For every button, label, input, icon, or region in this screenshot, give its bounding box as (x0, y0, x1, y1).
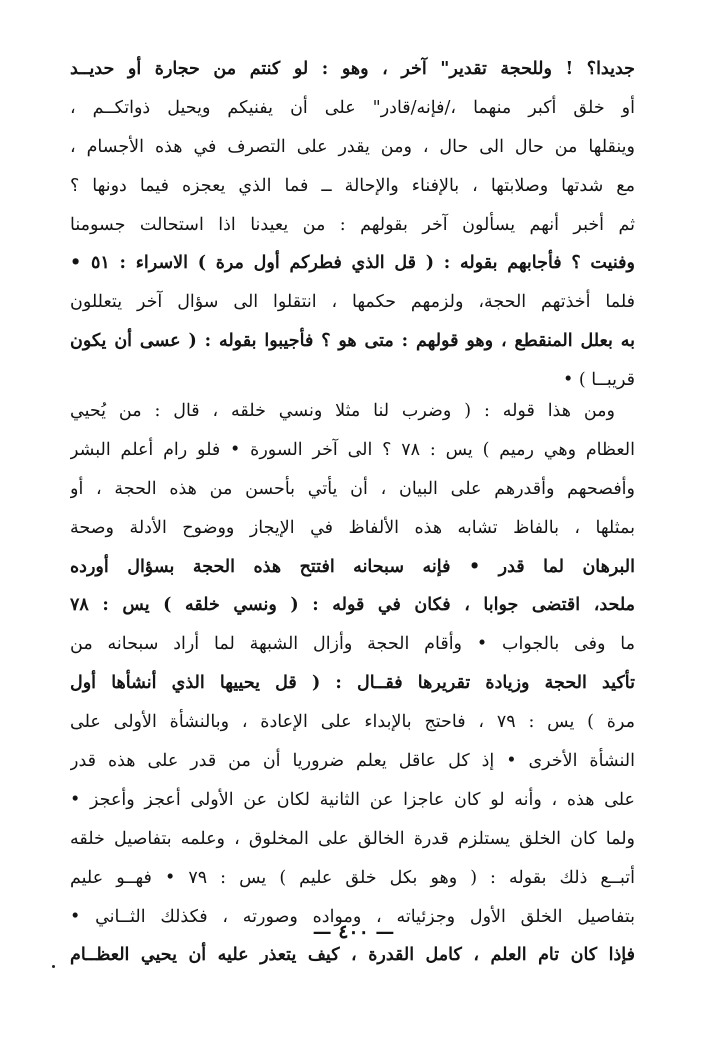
text-line: ومن هذا قوله : ( وضرب لنا مثلا ونسي خلقه ، قال : من يُحيي (70, 401, 615, 421)
text-line: ولما كان الخلق يستلزم قدرة الخالق على المخلوق ، وعلمه بتفاصيل خلقه (70, 828, 635, 849)
text-line: قريبــا ) • (562, 370, 635, 391)
text-line: بتفاصيل الخلق الأول وجزئياته ، ومواده وصورته ، فكذلك الثــاني • (70, 906, 635, 927)
paragraph-2 (70, 392, 635, 975)
text-line: مع شدتها وصلابتها ، بالإفناء والإحالة ــ فما الذي يعجزه فيما دونها ؟ (70, 175, 635, 196)
ink-speck (52, 965, 55, 968)
text-line: بمثلها ، بالفاظ تشابه هذه الألفاظ في الإيجاز ووضوح الأدلة وصحة (70, 517, 635, 538)
text-line: البرهان لما قدر • فإنه سبحانه افتتح هذه الحجة بسؤال أورده (70, 556, 635, 577)
page-number: — ٤٠٠ — (312, 921, 395, 943)
text-line: ثم أخبر أنهم يسألون آخر بقولهم : من يعيدنا اذا استحالت جسومنا (70, 214, 635, 235)
text-line: ملحد، اقتضى جوابا ، فكان في قوله : ( ونسي خلقه ) يس : ٧٨ (70, 595, 635, 616)
text-line: به بعلل المنقطع ، وهو قولهم : متى هو ؟ فأجيبوا بقوله : ( عسى أن يكون (70, 331, 635, 352)
text-line: فإذا كان تام العلم ، كامل القدرة ، كيف يتعذر عليه أن يحيي العظــام (70, 945, 635, 966)
text-line: النشأة الأخرى • إذ كل عاقل يعلم ضروريا أن من قدر على هذه قدر (70, 751, 635, 772)
text-line: وأفصحهم وأقدرهم على البيان ، أن يأتي بأحسن من هذه الحجة ، أو (70, 478, 635, 499)
text-line: ما وفى بالجواب • وأقام الحجة وأزال الشبهة لما أراد سبحانه من (70, 634, 635, 655)
text-line: مرة ) يس : ٧٩ ، فاحتج بالإبداء على الإعادة ، وبالنشأة الأولى على (70, 712, 635, 733)
text-line: أو خلق أكبر منهما ،/فإنه/قادر" على أن يفنيكم ويحيل ذواتكــم ، (70, 97, 635, 118)
text-line: وفنيت ؟ فأجابهم بقوله : ( قل الذي فطركم أول مرة ) الاسراء : ٥١ • (70, 253, 635, 274)
text-line: العظام وهي رميم ) يس : ٧٨ ؟ الى آخر السورة • فلو رام أعلم البشر (70, 439, 635, 460)
text-line: أتبــع ذلك بقوله : ( وهو بكل خلق عليم ) يس : ٧٩ • فهــو عليم (70, 867, 635, 888)
text-line: فلما أخذتهم الحجة، ولزمهم حكمها ، انتقلوا الى سؤال آخر يتعللون (70, 292, 635, 313)
text-line: وينقلها من حال الى حال ، ومن يقدر على التصرف في هذه الأجسام ، (70, 136, 635, 157)
text-line: جديدا؟ ! وللحجة تقدير" آخر ، وهو : لو كنتم من حجارة أو حديــد (70, 59, 635, 79)
text-line: تأكيد الحجة وزيادة تقريرها فقــال : ( قل يحييها الذي أنشأها أول (70, 673, 635, 694)
text-line: على هذه ، وأنه لو كان عاجزا عن الثانية لكان عن الأولى أعجز وأعجز • (70, 789, 635, 810)
paragraph-1 (70, 50, 635, 400)
